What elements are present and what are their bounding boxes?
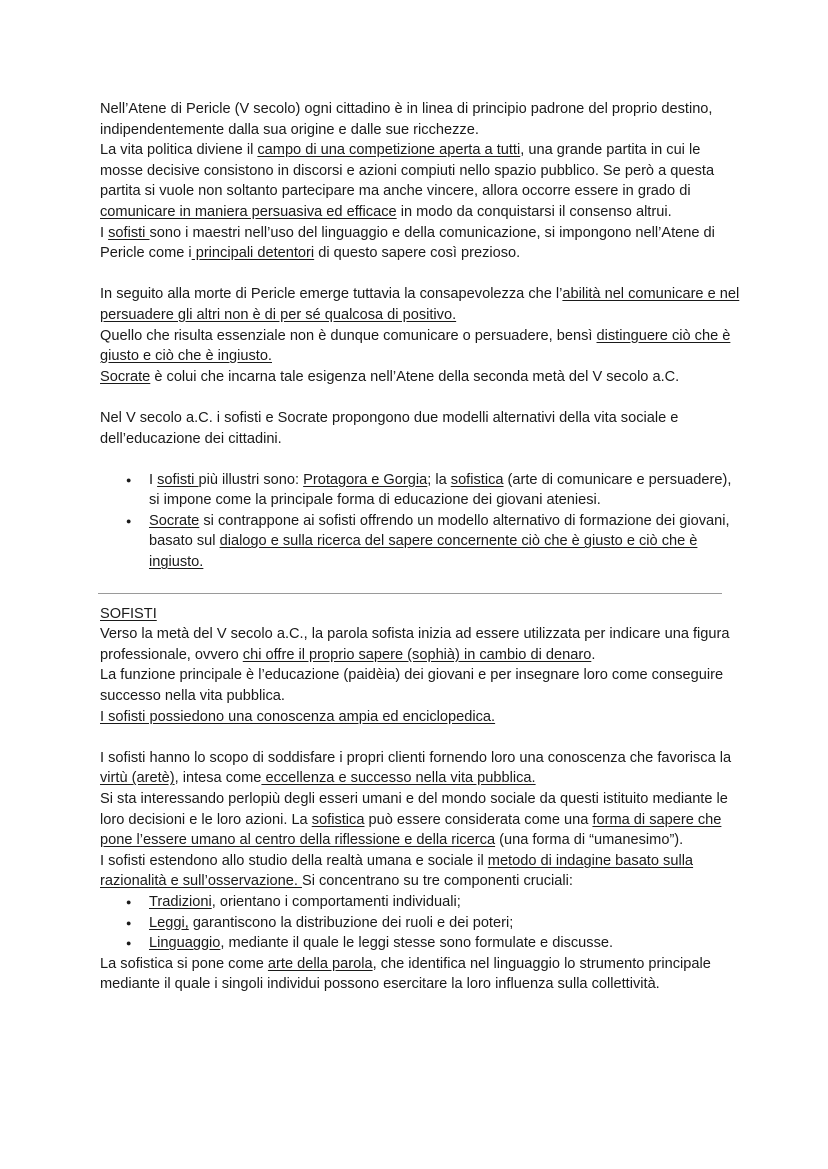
- paragraph-essential: Quello che risulta essenziale non è dunque comunicare o persuadere, bensì distinguere ciò che è giusto e ciò che è ingiusto.: [100, 327, 731, 365]
- bullet-list-models: [100, 470, 740, 573]
- underlined-text: sofistica: [450, 471, 504, 488]
- underlined-text: Protagora e Gorgia: [303, 471, 428, 488]
- paragraph-knowledge: [100, 707, 740, 728]
- underlined-text: Linguaggio: [149, 935, 221, 952]
- underlined-text: eccellenza e successo nella vita pubblica.: [261, 770, 536, 787]
- spacer: [100, 449, 740, 470]
- paragraph-political-life: La vita politica diviene il campo di una competizione aperta a tutti, una grande partita in cui le mosse decisive consistono in discorsi e azioni compiuti nello spazio pubblico. Se però a questa partita si vuole non soltanto partecipare ma anche vincere, allora occorre essere in grado di comunicare in maniera persuasiva ed efficace in modo da conquistarsi il consenso altrui.: [100, 142, 715, 220]
- paragraph-function: La funzione principale è l’educazione (paidèia) dei giovani e per insegnare loro come conseguire successo nella vita pubblica.: [100, 667, 724, 705]
- list-item: ● Leggi, garantiscono la distribuzione dei ruoli e dei poteri;: [100, 913, 740, 934]
- underlined-text: sofisti: [108, 224, 150, 241]
- list-item: ● Socrate si contrappone ai sofisti offrendo un modello alternativo di formazione dei giovani, basato sul dialogo e sulla ricerca del sapere concernente ciò che è giusto e ciò che è ingiusto.: [100, 511, 740, 573]
- underlined-text: I sofisti possiedono una conoscenza ampia ed enciclopedica.: [100, 708, 496, 725]
- underlined-text: comunicare in maniera persuasiva ed efficace: [100, 203, 397, 220]
- underlined-text: chi offre il proprio sapere (sophià) in cambio di denaro: [242, 646, 592, 663]
- paragraph-art-of-word: La sofistica si pone come arte della parola, che identifica nel linguaggio lo strumento principale mediante il quale i singoli individui possono esercitare la loro influenza sulla collettività.: [100, 955, 711, 993]
- underlined-text: Leggi,: [149, 914, 189, 931]
- underlined-text: distinguere ciò che è giusto e ciò che è ingiusto.: [100, 327, 731, 365]
- underlined-text: Tradizioni: [149, 893, 212, 910]
- paragraph-method: I sofisti estendono allo studio della realtà umana e sociale il metodo di indagine basato sulla razionalità e sull’osservazione. Si concentrano su tre componenti cruciali:: [100, 852, 694, 890]
- underlined-text: metodo di indagine basato sulla razionalità e sull’osservazione.: [100, 852, 694, 890]
- paragraph-socrate: Socrate è colui che incarna tale esigenza nell’Atene della seconda metà del V secolo a.C.: [100, 368, 680, 385]
- bullet-list-components: [100, 892, 740, 954]
- paragraph-two-models: Nel V secolo a.C. i sofisti e Socrate propongono due modelli alternativi della vita sociale e dell’educazione dei cittadini.: [100, 409, 679, 447]
- paragraph-sofisti-masters: I sofisti sono i maestri nell’uso del linguaggio e della comunicazione, si impongono nell’Atene di Pericle come i principali detentori di questo sapere così prezioso.: [100, 224, 715, 262]
- paragraph-sofista-definition: Verso la metà del V secolo a.C., la parola sofista inizia ad essere utilizzata per indicare una figura professionale, ovvero chi offre il proprio sapere (sophià) in cambio di denaro.: [100, 626, 730, 663]
- paragraph-virtue: I sofisti hanno lo scopo di soddisfare i propri clienti fornendo loro una conoscenza che favorisca la virtù (aretè), intesa come eccellenza e successo nella vita pubblica.: [100, 749, 732, 787]
- underlined-text: sofistica: [311, 811, 365, 828]
- underlined-text: campo di una competizione aperta a tutti: [257, 142, 521, 159]
- list-item: ● Linguaggio, mediante il quale le leggi stesse sono formulate e discusse.: [100, 933, 740, 954]
- spacer: [100, 727, 740, 748]
- paragraph-after-pericle: In seguito alla morte di Pericle emerge tuttavia la consapevolezza che l’abilità nel comunicare e nel persuadere gli altri non è di per sé qualcosa di positivo.: [100, 286, 740, 323]
- spacer: [100, 264, 740, 285]
- horizontal-divider: [98, 593, 722, 594]
- paragraph-pericle: Nell’Atene di Pericle (V secolo) ogni cittadino è in linea di principio padrone del proprio destino, indipendentemente dalla sua origine e dalle sue ricchezze.: [100, 101, 713, 138]
- underlined-text: forma di sapere che pone l’essere umano al centro della riflessione e della ricerca: [100, 811, 722, 849]
- underlined-text: arte della parola: [267, 955, 373, 972]
- underlined-text: Socrate: [149, 512, 200, 529]
- underlined-text: sofisti: [157, 471, 199, 488]
- spacer: [100, 387, 740, 408]
- section-title: SOFISTI: [100, 605, 157, 622]
- underlined-text: virtù (aretè): [100, 770, 175, 787]
- paragraph-humanism: Si sta interessando perlopiù degli esseri umani e del mondo sociale da questi istituito mediante le loro decisioni e le loro azioni. La sofistica può essere considerata come una forma di sapere che pone l’essere umano al centro della riflessione e della ricerca (una forma di “umanesimo”).: [100, 791, 728, 849]
- underlined-text: dialogo e sulla ricerca del sapere concernente ciò che è giusto e ciò che è ingiusto.: [149, 533, 698, 571]
- list-item: ● Tradizioni, orientano i comportamenti individuali;: [100, 892, 740, 913]
- underlined-text: abilità nel comunicare e nel persuadere gli altri non è di per sé qualcosa di positivo.: [100, 286, 740, 323]
- list-item: ● I sofisti più illustri sono: Protagora e Gorgia; la sofistica (arte di comunicare e persuadere), si impone come la principale forma di educazione dei giovani ateniesi.: [100, 470, 740, 511]
- document-body: [100, 99, 740, 995]
- underlined-text: Socrate: [100, 368, 151, 385]
- underlined-text: principali detentori: [191, 245, 315, 262]
